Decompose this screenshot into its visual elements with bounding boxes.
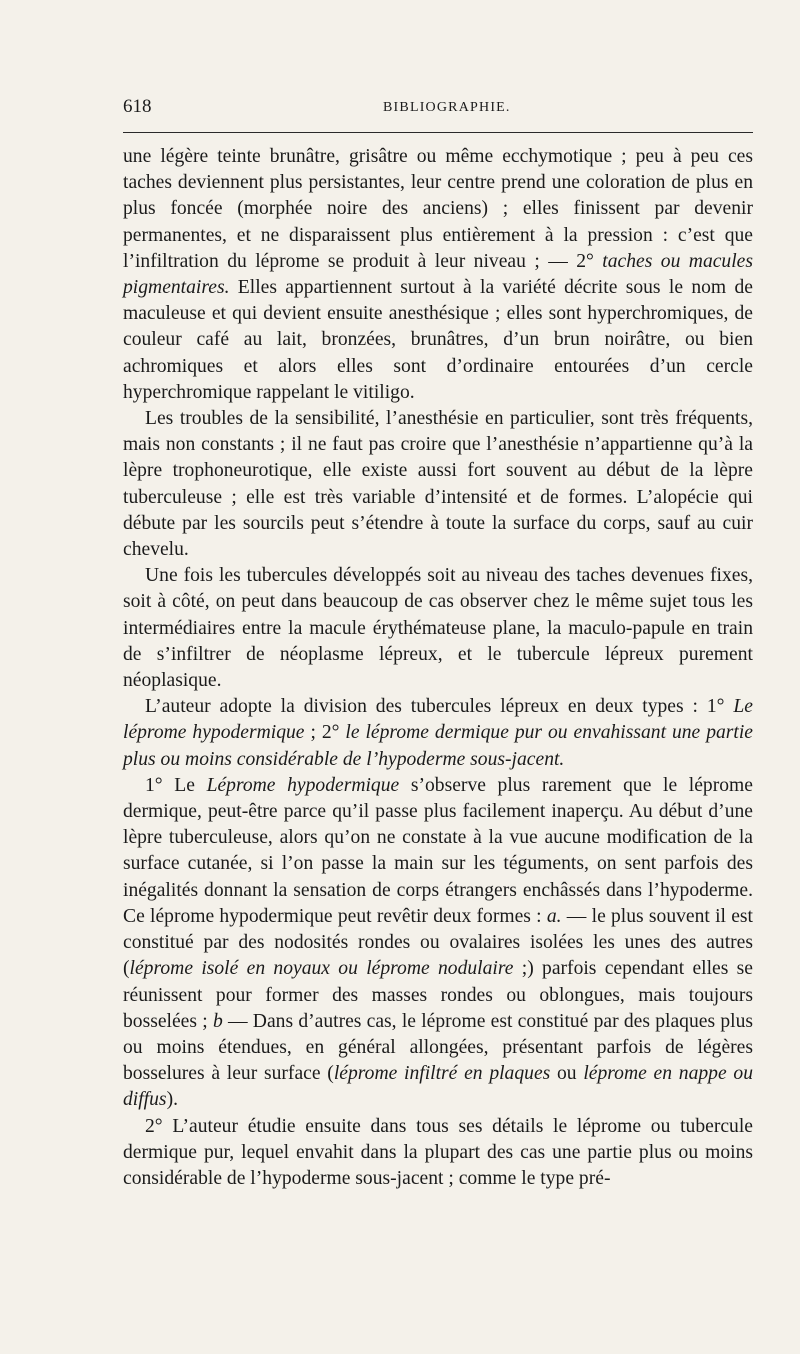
italic-text: Léprome hypodermique — [206, 774, 400, 796]
paragraph — [123, 1114, 753, 1193]
body-text — [123, 144, 753, 1192]
text-run: ; 2° — [304, 722, 346, 744]
italic-text: léprome infiltré en plaques — [333, 1063, 551, 1085]
text-run: L’auteur adopte la division des tubercules lépreux en deux types : 1° — [145, 696, 734, 718]
text-run: ;) parfois cependant elles se réunissent pour former des masses rondes ou oblongues, mais toujours bosselées ; — [123, 958, 753, 1032]
text-run: une légère teinte brunâtre, grisâtre ou même ecchymotique ; peu à peu ces taches deviennent plus persistantes, leur centre prend une coloration de plus en plus foncée (morphée noire des anciens) ; elles finissent par devenir permanentes, et ne disparaissent plus entièrement à la pression : c’est que l’infiltration du léprome se produit à leur niveau ; — 2° — [123, 146, 753, 272]
text-run: ). — [166, 1089, 178, 1111]
italic-text: Le léprome hypodermique — [123, 696, 753, 744]
text-run: — le plus souvent il est constitué par des nodosités rondes ou ovalaires isolées les unes des autres ( — [123, 905, 753, 980]
italic-text: b — [212, 1010, 223, 1032]
text-run: ou — [550, 1063, 584, 1085]
running-title: BIBLIOGRAPHIE. — [383, 100, 511, 115]
text-run: 2° L’auteur étudie ensuite dans tous ses détails le léprome ou tubercule dermique pur, lequel envahit dans la plupart des cas une partie plus ou moins considérable de l’hypoderme sous-jacent ; comme le type pré- — [123, 1115, 753, 1189]
paragraph — [123, 694, 753, 773]
paragraph — [123, 144, 753, 406]
text-run: Une fois les tubercules développés soit au niveau des taches devenues fixes, soit à côté, on peut dans beaucoup de cas observer chez le même sujet tous les intermédiaires entre la macule érythémateuse plane, la maculo-papule en train de s’infiltrer de néoplasme lépreux, et le tubercule lépreux purement néoplasique. — [123, 565, 753, 692]
text-run: Elles appartiennent surtout à la variété décrite sous le nom de maculeuse et qui devient ensuite anesthésique ; elles sont hyperchromiques, de couleur café au lait, bronzées, brunâtres, d’un brun noirâtre, ou bien achromiques et alors elles sont d’ordinaire entourées d’un cercle hyperchromique rappelant le vitiligo. — [123, 277, 753, 403]
text-run: Les troubles de la sensibilité, l’anesthésie en particulier, sont très fréquents, mais non constants ; il ne faut pas croire que l’anesthésie n’appartienne qu’à la lèpre trophoneurotique, elle existe aussi fort souvent au début de la lèpre tuberculeuse ; elle est très variable d’intensité et de formes. L’alopécie qui débute par les sourcils peut s’étendre à toute la surface du corps, sauf au cuir chevelu. — [123, 408, 753, 561]
paragraph — [123, 563, 753, 694]
page-header — [123, 96, 753, 126]
text-run: 1° Le — [145, 774, 207, 796]
text-run: — Dans d’autres cas, le léprome est constitué par des plaques plus ou moins étendues, en général allongées, présentant parfois de légères bosselures à leur surface ( — [123, 1010, 753, 1085]
italic-text: taches ou macules pigmentaires. — [123, 250, 753, 299]
header-rule — [123, 132, 753, 133]
text-run: s’observe plus rarement que le léprome dermique, peut-être parce qu’il passe plus facilement inaperçu. Au début d’une lèpre tuberculeuse, alors qu’on ne constate à la vue aucune modification de la surface cutanée, si l’on passe la main sur les téguments, on sent parfois des inégalités donnant la sensation de corps étrangers enchâssés dans l’hypoderme. Ce léprome hypodermique peut revêtir deux formes : — [123, 774, 753, 927]
italic-text: léprome isolé en noyaux ou léprome nodulaire — [129, 958, 514, 980]
page-number: 618 — [123, 96, 152, 117]
paragraph — [123, 406, 753, 563]
italic-text: a. — [546, 905, 562, 927]
italic-text: le léprome dermique pur ou envahissant une partie plus ou moins considérable de l’hypoderme sous-jacent. — [123, 722, 753, 770]
italic-text: léprome en nappe ou diffus — [123, 1063, 753, 1111]
paragraph — [123, 773, 753, 1114]
